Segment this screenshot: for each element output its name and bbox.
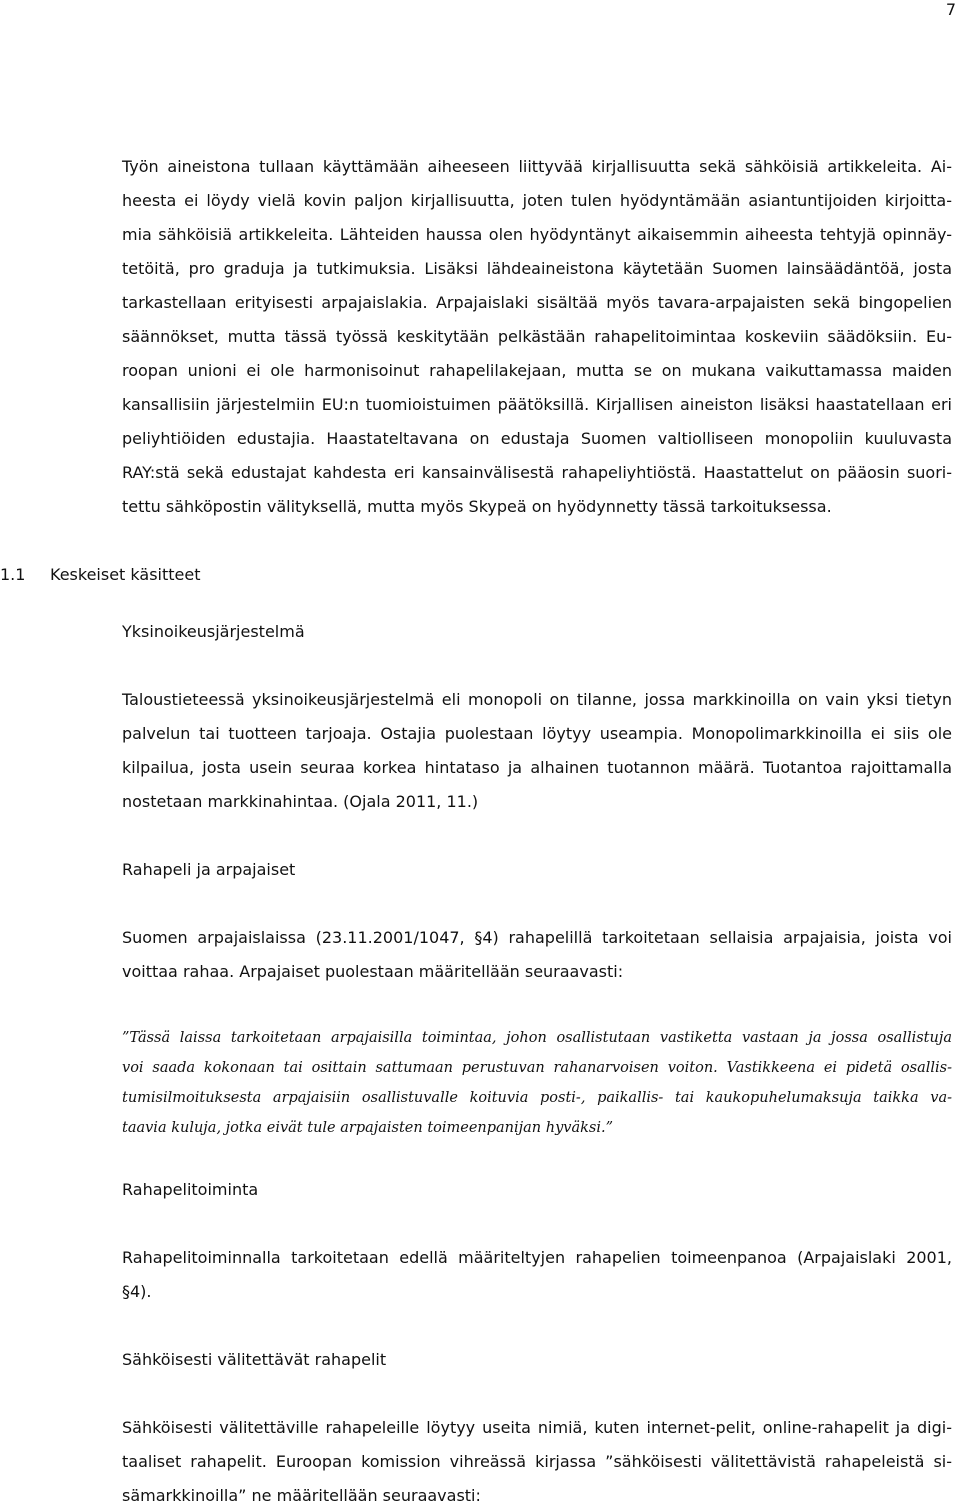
quote-line: ”Tässä laissa tarkoitetaan arpajaisilla toimintaa, johon osallistutaan vastiketta vastaan ja jossa osallistuja <box>122 1030 952 1046</box>
quote-line: tumisilmoituksesta arpajaisiin osallistuvalle koituvia posti-, paikallis- tai kaukopuhelumaksuja taikka va- <box>122 1090 952 1106</box>
text-line: sämarkkinoilla” ne määritellään seuraavasti: <box>122 1486 481 1505</box>
text-line: Työn aineistona tullaan käyttämään aiheeseen liittyvää kirjallisuutta sekä sähköisiä artikkeleita. Ai- <box>122 157 952 176</box>
text-line: tettu sähköpostin välityksellä, mutta myös Skypeä on hyödynnetty tässä tarkoituksessa. <box>122 497 832 516</box>
quote-line: taavia kuluja, jotka eivät tule arpajaisten toimeenpanijan hyväksi.” <box>122 1120 614 1136</box>
text-line: kilpailua, josta usein seuraa korkea hintataso ja alhainen tuotannon määrä. Tuotantoa rajoittamalla <box>122 758 952 777</box>
text-line: heesta ei löydy vielä kovin paljon kirjallisuutta, joten tulen hyödyntämään asiantuntijoiden kirjoitta- <box>122 191 952 210</box>
text-line: nostetaan markkinahintaa. (Ojala 2011, 11.) <box>122 792 479 811</box>
text-line: Sähköisesti välitettäville rahapeleille löytyy useita nimiä, kuten internet-pelit, online-rahapelit ja digi- <box>122 1418 952 1437</box>
text-line: Suomen arpajaislaissa (23.11.2001/1047, §4) rahapelillä tarkoitetaan sellaisia arpajaisia, joista voi <box>122 928 952 947</box>
quote-line: voi saada kokonaan tai osittain sattumaan perustuvan rahanarvoisen voiton. Vastikkeena ei pidetä osallis- <box>122 1060 952 1076</box>
text-line: voittaa rahaa. Arpajaiset puolestaan määritellään seuraavasti: <box>122 962 624 981</box>
page-number: 7 <box>945 0 956 19</box>
text-line: mia sähköisiä artikkeleita. Lähteiden haussa olen hyödyntänyt aikaisemmin aiheesta tehtyjä opinnäy- <box>122 225 952 244</box>
text-line: taaliset rahapelit. Euroopan komission vihreässä kirjassa ”sähköisesti välitettävistä rahapeleistä si- <box>122 1452 952 1471</box>
text-line: Rahapelitoiminnalla tarkoitetaan edellä määriteltyjen rahapelien toimeenpanoa (Arpajaislaki 2001, <box>122 1248 952 1267</box>
subheading-monopoly: Yksinoikeusjärjestelmä <box>122 622 305 641</box>
text-line: palvelun tai tuotteen tarjoaja. Ostajia puolestaan löytyy useampia. Monopolimarkkinoilla ei siis ole <box>122 724 952 743</box>
subheading-gaming-operation: Rahapelitoiminta <box>122 1180 259 1199</box>
text-line: §4). <box>122 1282 152 1301</box>
text-line: peliyhtiöiden edustajia. Haastateltavana on edustaja Suomen valtiolliseen monopoliin kuuluvasta <box>122 429 952 448</box>
section-number: 1.1 <box>0 565 26 584</box>
text-line: tarkastellaan erityisesti arpajaislakia. Arpajaislaki sisältää myös tavara-arpajaisten sekä bingopelien <box>122 293 952 312</box>
subheading-gambling: Rahapeli ja arpajaiset <box>122 860 296 879</box>
section-title: Keskeiset käsitteet <box>50 565 201 584</box>
text-line: roopan unioni ei ole harmonisoinut rahapelilakejaan, mutta se on mukana vaikuttamassa maiden <box>122 361 952 380</box>
text-line: kansallisiin järjestelmiin EU:n tuomioistuimen päätöksillä. Kirjallisen aineiston lisäksi haastatellaan eri <box>122 395 952 414</box>
text-line: RAY:stä sekä edustajat kahdesta eri kansainvälisestä rahapeliyhtiöstä. Haastattelut on pääosin suori- <box>122 463 952 482</box>
text-line: tetöitä, pro graduja ja tutkimuksia. Lisäksi lähdeaineistona käytetään Suomen lainsäädäntöä, josta <box>122 259 952 278</box>
subheading-electronic: Sähköisesti välitettävät rahapelit <box>122 1350 387 1369</box>
text-line: Taloustieteessä yksinoikeusjärjestelmä eli monopoli on tilanne, jossa markkinoilla on vain yksi tietyn <box>122 690 952 709</box>
text-line: säännökset, mutta tässä työssä keskitytään pelkästään rahapelitoimintaa koskeviin säädöksiin. Eu- <box>122 327 952 346</box>
